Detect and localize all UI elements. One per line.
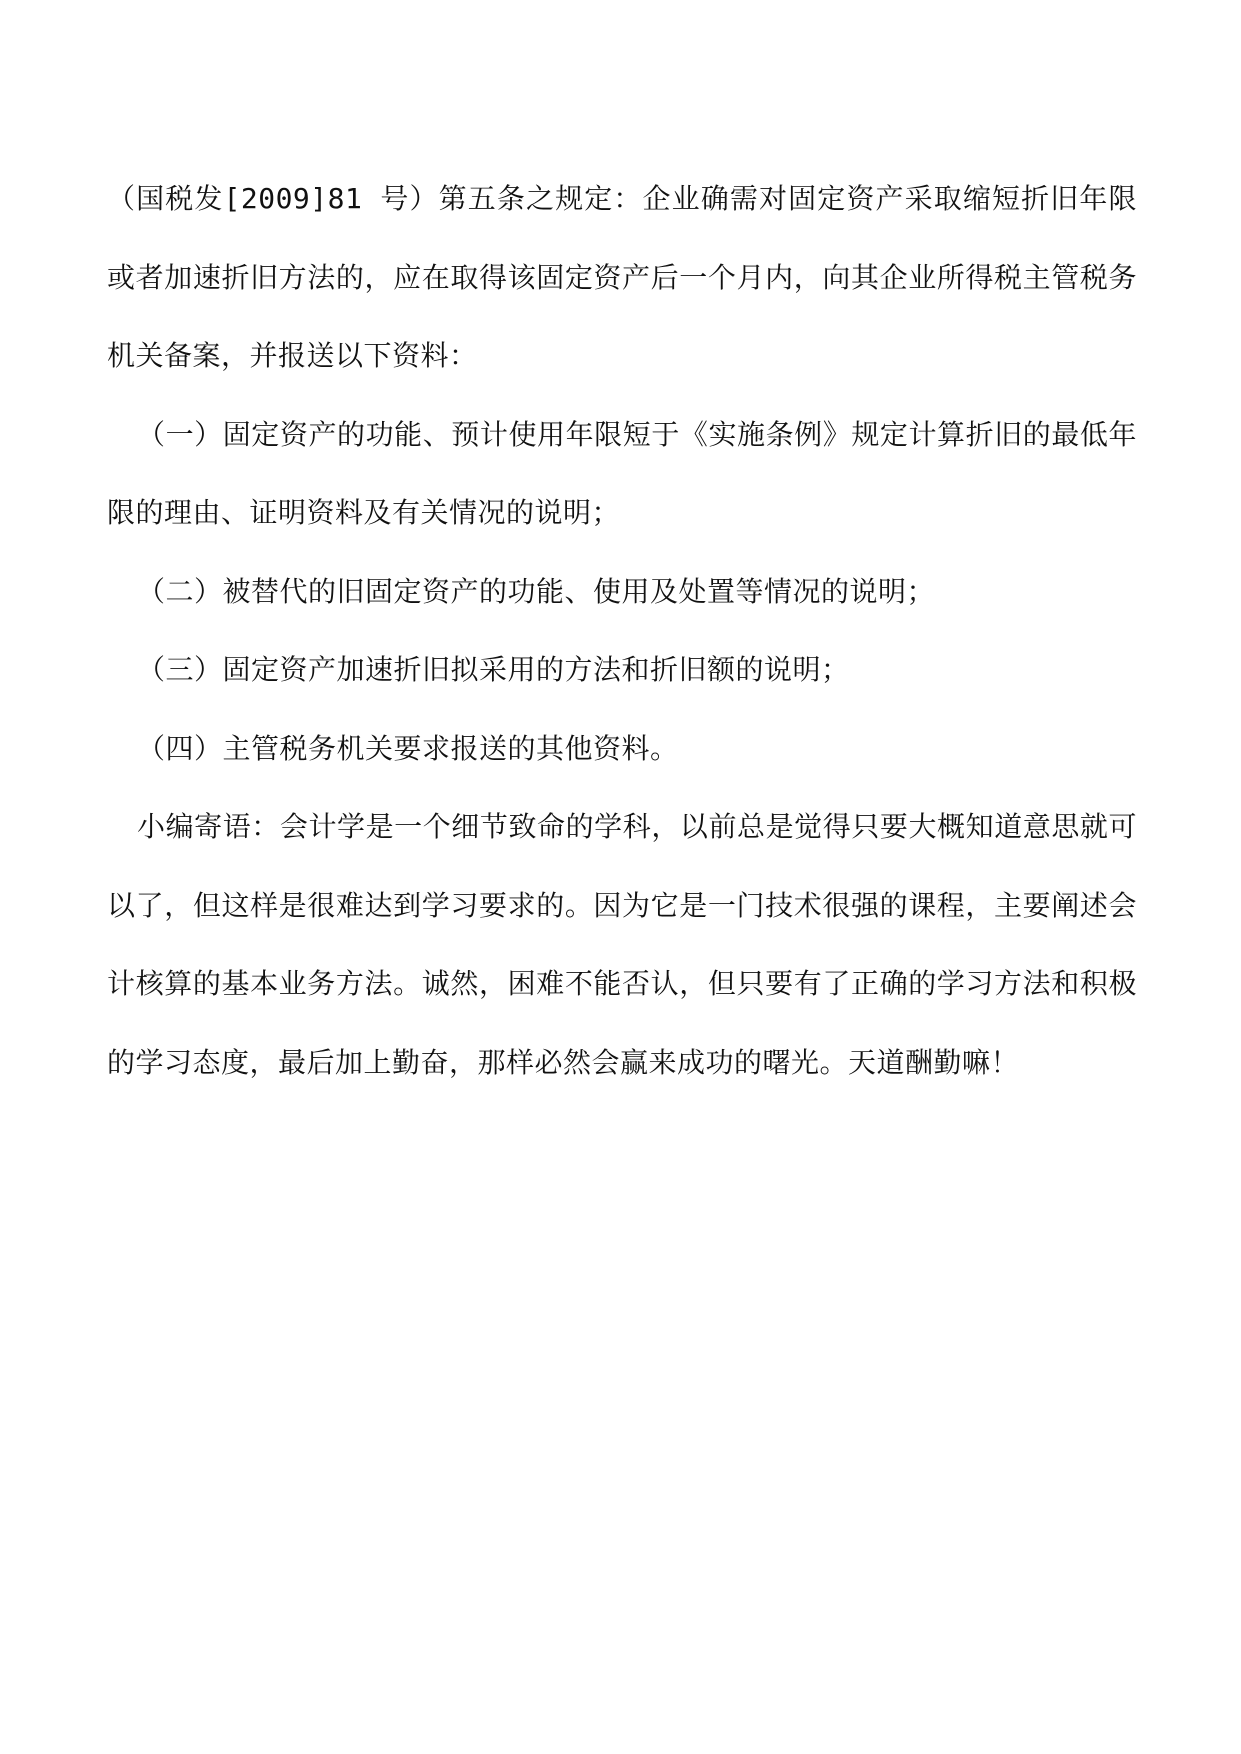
paragraph-editor-note: 小编寄语：会计学是一个细节致命的学科，以前总是觉得只要大概知道意思就可以了，但这样是很难达到学习要求的。因为它是一门技术很强的课程，主要阐述会计核算的基本业务方法。诚然，困难不能否认，但只要有了正确的学习方法和积极的学习态度，最后加上勤奋，那样必然会赢来成功的曙光。天道酬勤嘛！	[107, 810, 1137, 1079]
paragraph-intro: （国税发[2009]81 号）第五条之规定：企业确需对固定资产采取缩短折旧年限或者加速折旧方法的，应在取得该固定资产后一个月内，向其企业所得税主管税务机关备案，并报送以下资料：	[107, 182, 1137, 372]
paragraph-item-4: （四）主管税务机关要求报送的其他资料。	[137, 731, 679, 765]
document-body	[107, 160, 1137, 1102]
paragraph-item-1: （一）固定资产的功能、预计使用年限短于《实施条例》规定计算折旧的最低年限的理由、证明资料及有关情况的说明；	[107, 417, 1137, 529]
paragraph-item-2: （二）被替代的旧固定资产的功能、使用及处置等情况的说明；	[137, 574, 936, 608]
paragraph-item-3: （三）固定资产加速折旧拟采用的方法和折旧额的说明；	[137, 653, 850, 686]
